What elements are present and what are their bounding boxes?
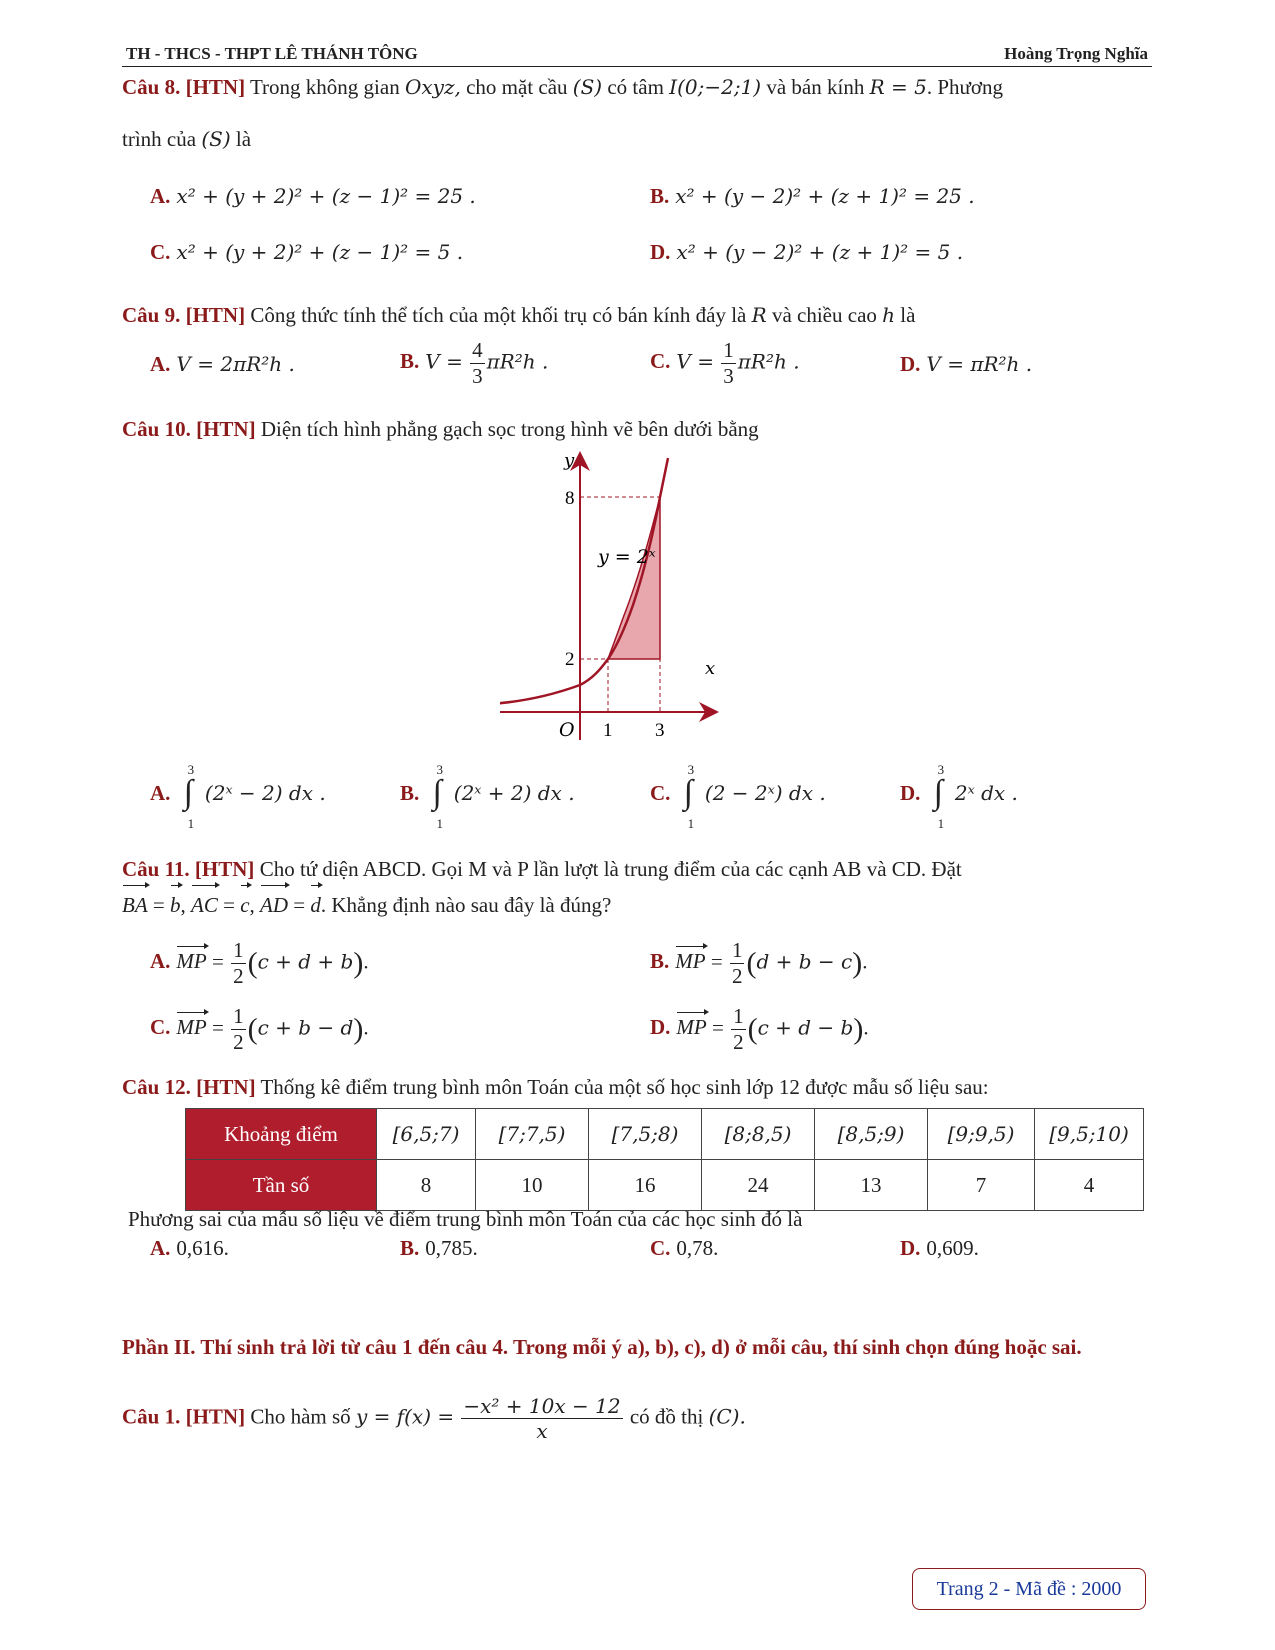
q11-options-row-1 — [150, 940, 1150, 996]
vector-mp: MP — [176, 949, 207, 974]
fraction — [470, 340, 485, 387]
question-text: có đồ thị — [629, 1404, 704, 1429]
option-label: A. — [150, 1236, 171, 1260]
option-b[interactable] — [400, 340, 548, 387]
option-label: B. — [650, 184, 670, 208]
table-cell: 4 — [1035, 1160, 1144, 1211]
school-name: TH - THCS - THPT LÊ THÁNH TÔNG — [126, 44, 418, 63]
question-8 — [122, 72, 1152, 155]
question-label: Câu 1. [HTN] — [122, 1404, 246, 1429]
integral-sign: 3 ∫ 1 — [183, 762, 195, 831]
question-10 — [122, 414, 1152, 446]
fraction-denominator: x — [536, 1419, 548, 1443]
table-cell: [9;9,5) — [928, 1109, 1035, 1160]
fraction-numerator: 1 — [733, 1004, 744, 1028]
option-math: V = — [676, 349, 714, 374]
fraction-denominator: 3 — [472, 364, 483, 388]
option-label: C. — [650, 1236, 671, 1260]
fraction — [731, 1006, 746, 1053]
option-value: 0,78. — [676, 1236, 719, 1260]
option-label: D. — [650, 1015, 671, 1040]
question-1 — [122, 1396, 1152, 1441]
question-11 — [122, 852, 1152, 923]
question-text: có tâm — [607, 75, 664, 99]
question-label: Câu 11. [HTN] — [122, 857, 255, 881]
question-text: Cho tứ diện ABCD. Gọi M và P lần lượt là trung điểm của các cạnh AB và CD. Đặt — [259, 857, 962, 881]
q8-options-row-2 — [150, 240, 1150, 280]
vector-c: c — [240, 888, 249, 924]
table-cell: 13 — [815, 1160, 928, 1211]
fraction — [231, 940, 246, 987]
fraction-denominator: 3 — [723, 364, 734, 388]
option-label: D. — [900, 780, 921, 805]
q8-options-row-1 — [150, 184, 1150, 224]
math-term: I(0;−2;1) — [669, 75, 762, 99]
option-c[interactable] — [650, 340, 800, 387]
question-12 — [122, 1072, 1152, 1104]
option-math: (2 − 2ˣ) dx . — [704, 780, 826, 805]
fraction-numerator: −x² + 10x − 12 — [463, 1394, 621, 1418]
shaded-area — [608, 497, 660, 659]
table-cell: [8,5;9) — [815, 1109, 928, 1160]
fraction-denominator: 2 — [233, 1030, 244, 1054]
option-label: A. — [150, 780, 171, 805]
option-math: x² + (y − 2)² + (z + 1)² = 25 . — [675, 184, 975, 208]
option-d[interactable] — [900, 762, 1018, 831]
table-cell: 24 — [702, 1160, 815, 1211]
tick-8: 8 — [565, 488, 575, 509]
frequency-table — [185, 1108, 1144, 1211]
option-c[interactable] — [650, 762, 826, 831]
option-math: c + d − b — [757, 1015, 854, 1040]
table-cell: [9,5;10) — [1035, 1109, 1144, 1160]
table-row — [186, 1109, 1144, 1160]
y-axis-label: y — [564, 450, 575, 471]
option-c[interactable] — [650, 1236, 718, 1261]
math-term: R — [751, 303, 767, 327]
option-a[interactable] — [150, 762, 326, 831]
upper-limit: 3 — [187, 762, 195, 777]
math-term: (S) — [572, 75, 603, 99]
q11-options-row-2 — [150, 1006, 1150, 1062]
question-text: là — [900, 303, 916, 327]
vector-ba: BA — [122, 888, 148, 924]
tick-2: 2 — [565, 649, 575, 670]
option-value: 0,785. — [425, 1236, 478, 1260]
math-term: (S) — [201, 126, 231, 151]
option-math: c + b − d — [257, 1015, 354, 1040]
vector-mp: MP — [676, 1015, 707, 1040]
option-value: 0,616. — [176, 1236, 229, 1260]
table-cell: 7 — [928, 1160, 1035, 1211]
option-label: A. — [150, 352, 171, 376]
table-header: Tần số — [186, 1160, 377, 1211]
option-label: A. — [150, 184, 171, 208]
option-math: x² + (y + 2)² + (z − 1)² = 5 . — [176, 240, 464, 264]
fraction-numerator: 4 — [472, 338, 483, 362]
option-value: 0,609. — [926, 1236, 979, 1260]
question-text: Cho hàm số — [250, 1404, 351, 1429]
math-term: (C). — [708, 1404, 746, 1429]
option-b[interactable]: B. MP = $\frac{1}{2}$ (d + b − c). — [650, 938, 868, 988]
table-cell: [7;7,5) — [476, 1109, 589, 1160]
option-d[interactable] — [900, 1236, 979, 1261]
fraction-numerator: 1 — [233, 1004, 244, 1028]
exponential-graph — [500, 450, 780, 750]
fraction — [231, 1006, 246, 1053]
tick-1: 1 — [603, 720, 613, 741]
question-9 — [122, 300, 1152, 332]
fraction-numerator: 1 — [233, 938, 244, 962]
upper-limit: 3 — [937, 762, 945, 777]
question-text: Khẳng định nào sau đây là đúng? — [331, 892, 612, 917]
x-axis-label: x — [705, 658, 716, 679]
question-text: Diện tích hình phẳng gạch sọc trong hình vẽ bên dưới bằng — [260, 417, 759, 441]
fraction-denominator: 2 — [731, 964, 743, 988]
fraction — [461, 1396, 622, 1441]
vector-mp: MP — [176, 1015, 207, 1040]
option-math: (2ˣ − 2) dx . — [204, 780, 326, 805]
option-label: C. — [650, 780, 671, 805]
integral-sign: 3 ∫ 1 — [432, 762, 444, 831]
option-math: 2ˣ dx . — [954, 780, 1018, 805]
table-cell: 16 — [589, 1160, 702, 1211]
question-text: là — [235, 126, 252, 151]
lower-limit: 1 — [187, 816, 195, 831]
option-d[interactable] — [900, 352, 1032, 377]
option-label: B. — [400, 1236, 420, 1260]
option-label: B. — [400, 780, 420, 805]
option-b[interactable] — [400, 762, 575, 831]
vector-mp: MP — [675, 949, 706, 974]
option-label: B. — [650, 949, 670, 974]
math-term: h — [882, 303, 896, 327]
vector-ac: AC — [191, 888, 218, 924]
table-cell: 8 — [377, 1160, 476, 1211]
question-text: trình của — [122, 126, 197, 151]
option-label: D. — [900, 1236, 921, 1260]
option-label: C. — [150, 240, 171, 264]
math-term: y = f(x) = — [355, 1404, 455, 1429]
lower-limit: 1 — [687, 816, 695, 831]
option-math: V = πR²h . — [926, 352, 1033, 376]
curve-label: y = 2ˣ — [598, 546, 656, 568]
question-text: và bán kính — [766, 75, 865, 99]
lower-limit: 1 — [937, 816, 945, 831]
q10-options-row — [150, 762, 1150, 831]
q12-options-row — [150, 1236, 1150, 1276]
option-c[interactable] — [150, 240, 463, 265]
option-a[interactable] — [150, 184, 476, 209]
option-label: C. — [150, 1015, 171, 1040]
part-2-heading: Phần II. Thí sinh trả lời từ câu 1 đến câu 4. Trong mỗi ý a), b), c), d) ở mỗi câu, thí sinh chọn đúng hoặc sai. — [122, 1335, 1082, 1359]
fraction-denominator: 2 — [733, 1030, 744, 1054]
option-math: V = 2πR²h . — [176, 352, 295, 376]
tick-3: 3 — [655, 720, 665, 741]
math-term: Oxyz, — [404, 75, 461, 99]
integral-sign: 3 ∫ 1 — [683, 762, 695, 831]
page-footer: Trang 2 - Mã đề : 2000 — [912, 1568, 1146, 1610]
vector-definitions: BA = b, AC = c, AD = d. Khẳng định nào sau đây là đúng? — [122, 888, 1152, 924]
origin-label: O — [559, 719, 575, 741]
option-d[interactable] — [650, 240, 963, 265]
upper-limit: 3 — [436, 762, 444, 777]
option-a[interactable]: A. MP = $\frac{1}{2}$ (c + d + b). — [150, 938, 369, 988]
author-name: Hoàng Trọng Nghĩa — [1004, 44, 1148, 63]
question-text: cho mặt cầu — [466, 75, 568, 99]
table-row — [186, 1160, 1144, 1211]
option-math: V = — [425, 349, 463, 374]
table-cell: 10 — [476, 1160, 589, 1211]
question-label: Câu 12. [HTN] — [122, 1075, 256, 1099]
option-label: D. — [650, 240, 671, 264]
option-label: C. — [650, 349, 671, 374]
table-cell: [7,5;8) — [589, 1109, 702, 1160]
question-label: Câu 10. [HTN] — [122, 417, 256, 441]
option-label: D. — [900, 352, 921, 376]
table-cell: [6,5;7) — [377, 1109, 476, 1160]
question-text: . Phương — [926, 75, 1004, 99]
fraction — [730, 940, 745, 987]
question-text: Thống kê điểm trung bình môn Toán của một số học sinh lớp 12 được mẫu số liệu sau: — [260, 1075, 989, 1099]
option-label: B. — [400, 349, 420, 374]
table-header: Khoảng điểm — [186, 1109, 377, 1160]
question-text: Công thức tính thể tích của một khối trụ có bán kính đáy là — [250, 303, 747, 327]
q12-prompt: Phương sai của mẫu số liệu về điểm trung bình môn Toán của các học sinh đó là — [128, 1207, 803, 1231]
option-math: πR²h . — [486, 349, 549, 374]
fraction-denominator: 2 — [233, 964, 244, 988]
option-label: A. — [150, 949, 171, 974]
question-label: Câu 9. [HTN] — [122, 303, 246, 327]
option-b[interactable] — [400, 1236, 478, 1261]
table-cell: [8;8,5) — [702, 1109, 815, 1160]
option-b[interactable] — [650, 184, 975, 209]
option-math: πR²h . — [737, 349, 800, 374]
option-math: d + b − c — [756, 949, 853, 974]
q9-options-row — [150, 340, 1150, 396]
option-math: c + d + b — [257, 949, 354, 974]
math-term: R = 5 — [869, 75, 927, 99]
option-math: x² + (y + 2)² + (z − 1)² = 25 . — [176, 184, 476, 208]
fraction — [721, 340, 736, 387]
upper-limit: 3 — [687, 762, 695, 777]
question-label: Câu 8. [HTN] — [122, 75, 246, 99]
lower-limit: 1 — [436, 816, 444, 831]
integral-sign: 3 ∫ 1 — [933, 762, 945, 831]
option-a[interactable] — [150, 352, 295, 377]
fraction-numerator: 1 — [731, 938, 743, 962]
option-c[interactable]: C. MP = $\frac{1}{2}$ (c + b − d). — [150, 1004, 369, 1054]
question-text: Trong không gian — [249, 75, 400, 99]
fraction-numerator: 1 — [723, 338, 734, 362]
option-math: (2ˣ + 2) dx . — [453, 780, 575, 805]
vector-d: d — [310, 888, 321, 924]
vector-b: b — [170, 888, 181, 924]
option-math: x² + (y − 2)² + (z + 1)² = 5 . — [676, 240, 964, 264]
page-header — [122, 42, 1152, 67]
option-d[interactable]: D. MP = $\frac{1}{2}$ (c + d − b). — [650, 1004, 869, 1054]
vector-ad: AD — [260, 888, 288, 924]
option-a[interactable] — [150, 1236, 229, 1261]
question-text: và chiều cao — [771, 303, 877, 327]
